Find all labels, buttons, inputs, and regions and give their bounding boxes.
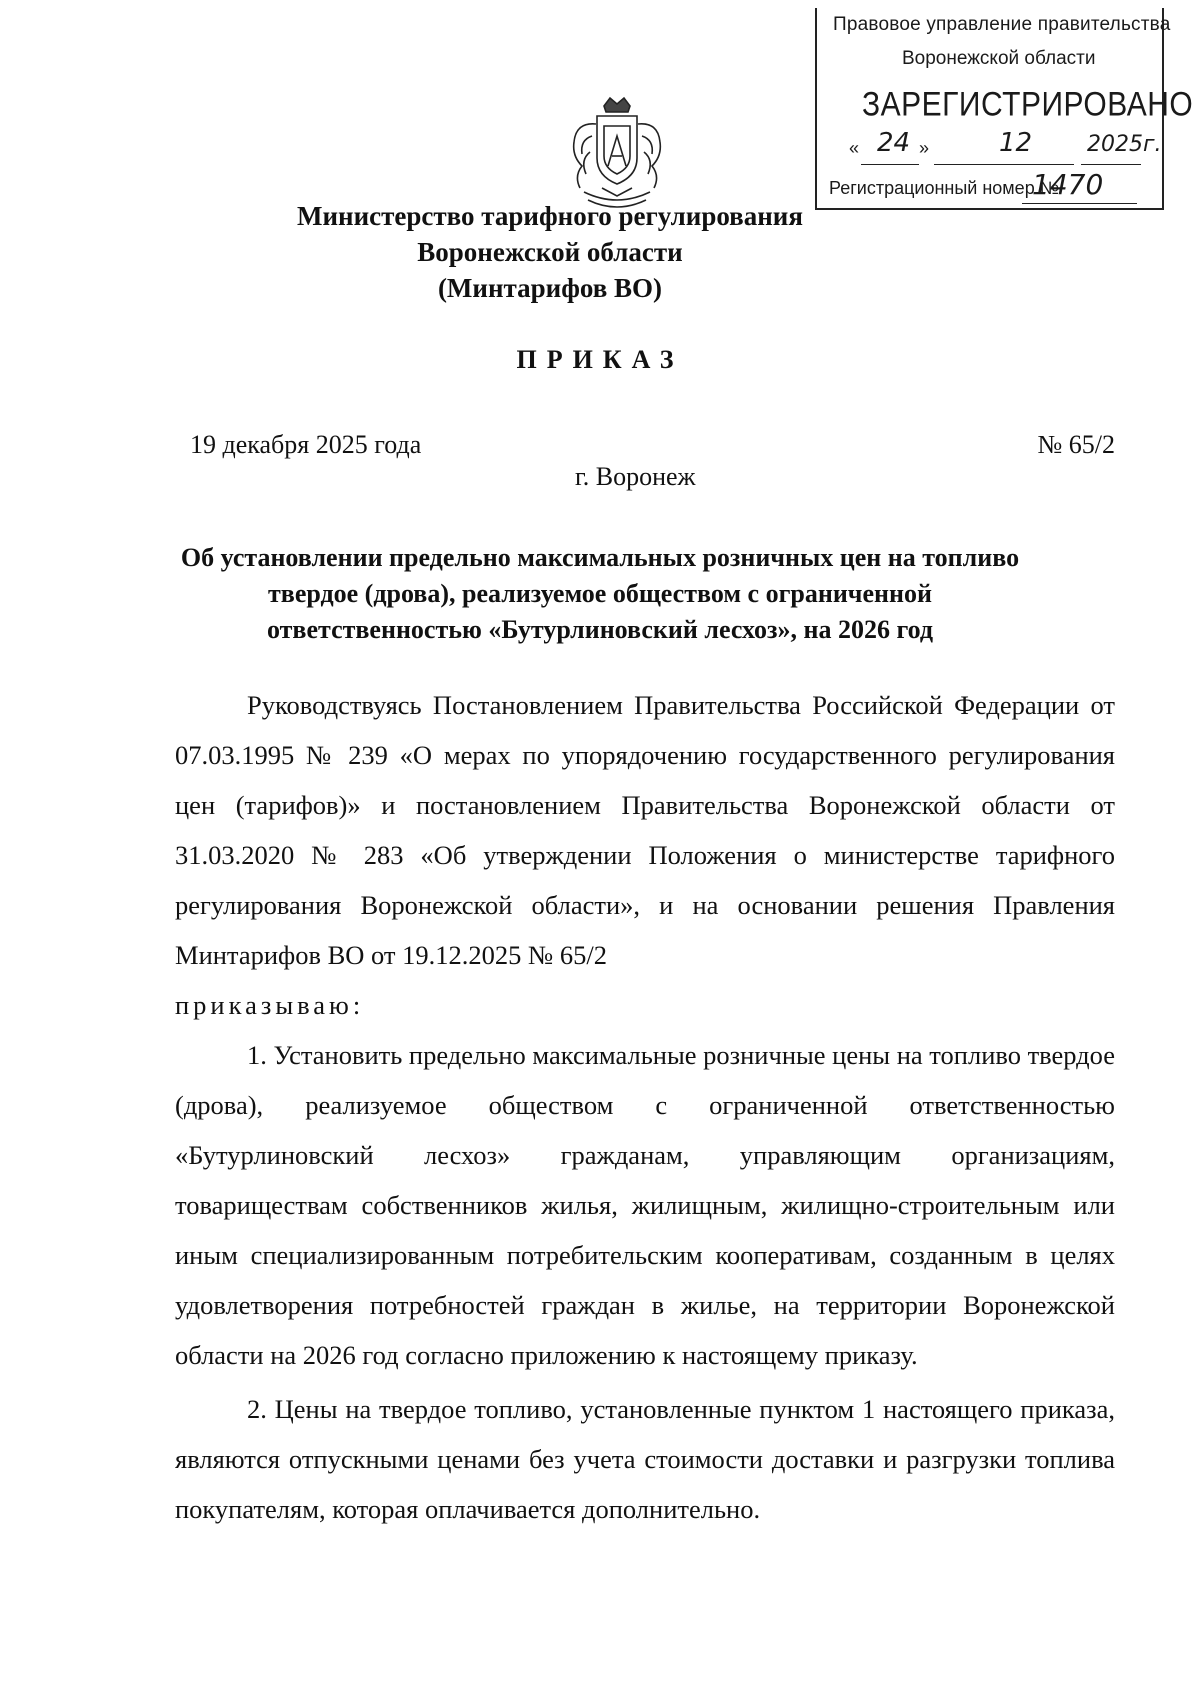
stamp-reg-number-label: Регистрационный номер № [829,178,1060,198]
title-line-3: ответственностью «Бутурлиновский лесхоз», на 2026 год [266,615,934,644]
item-2-paragraph: 2. Цены на твердое топливо, установленные пунктом 1 настоящего приказа, являются отпускными ценами без учета стоимости доставки и разгрузки топлива покупателям, которая оплачивается дополнительно. [175,1394,1115,1524]
ministry-header [200,198,900,306]
stamp-reg-number: 1470 [1032,168,1104,201]
stamp-registered: ЗАРЕГИСТРИРОВАНО [862,85,1194,124]
stamp-line-2: Воронежской области [902,48,1096,69]
document-city: г. Воронеж [575,462,696,491]
stamp-month: 12 [999,128,1033,158]
document-date: 19 декабря 2025 года [190,430,422,459]
ministry-name-line-3: (Минтарифов ВО) [437,273,663,303]
title-line-2: твердое (дрова), реализуемое обществом с ограниченной [268,579,932,608]
stamp-line-1: Правовое управление правительства [833,14,1171,35]
registration-stamp [815,8,1194,210]
stamp-close-quote: » [919,138,930,158]
stamp-month-line [934,164,1074,165]
stamp-year: 2025г. [1087,132,1162,157]
ministry-name-line-1: Министерство тарифного регулирования [297,201,803,231]
stamp-reg-number-line [1022,203,1137,204]
stamp-year-line [1081,164,1141,165]
item-1-paragraph: 1. Установить предельно максимальные розничные цены на топливо твердое (дрова), реализуемое обществом с ограниченной ответственностью «Бутурлиновский лесхоз» гражданам, управляющим организациям, товариществам собственников жилья, жилищным, жилищно-строительным или иным специализированным потребительским кооперативам, созданным в целях удовлетворения потребностей граждан в жилье, на территории Воронежской области на 2026 год согласно приложению к настоящему приказу. [175,1040,1116,1370]
stamp-date-row [849,128,1162,170]
title-line-1: Об установлении предельно максимальных розничных цен на топливо [180,543,1020,572]
ministry-name-line-2: Воронежской области [417,237,683,267]
document-type: ПРИКАЗ [516,345,684,374]
document-title [100,540,1100,648]
stamp-open-quote: « [849,138,860,158]
document-body [175,680,1115,1534]
preamble-paragraph: Руководствуясь Постановлением Правительства Российской Федерации от 07.03.1995 № 239 «О мерах по упорядочению государственного регулирования цен (тарифов)» и постановлением Правительства Воронежской области от 31.03.2020 № 283 «Об утверждении Положения о министерстве тарифного регулирования Воронежской области», и на основании решения Правления Минтарифов ВО от 19.12.2025 № 65/2 [175,690,1115,970]
stamp-day-line [861,164,919,165]
document-number: № 65/2 [1037,430,1115,459]
order-word: приказываю: [175,990,365,1020]
stamp-day: 24 [877,128,911,158]
